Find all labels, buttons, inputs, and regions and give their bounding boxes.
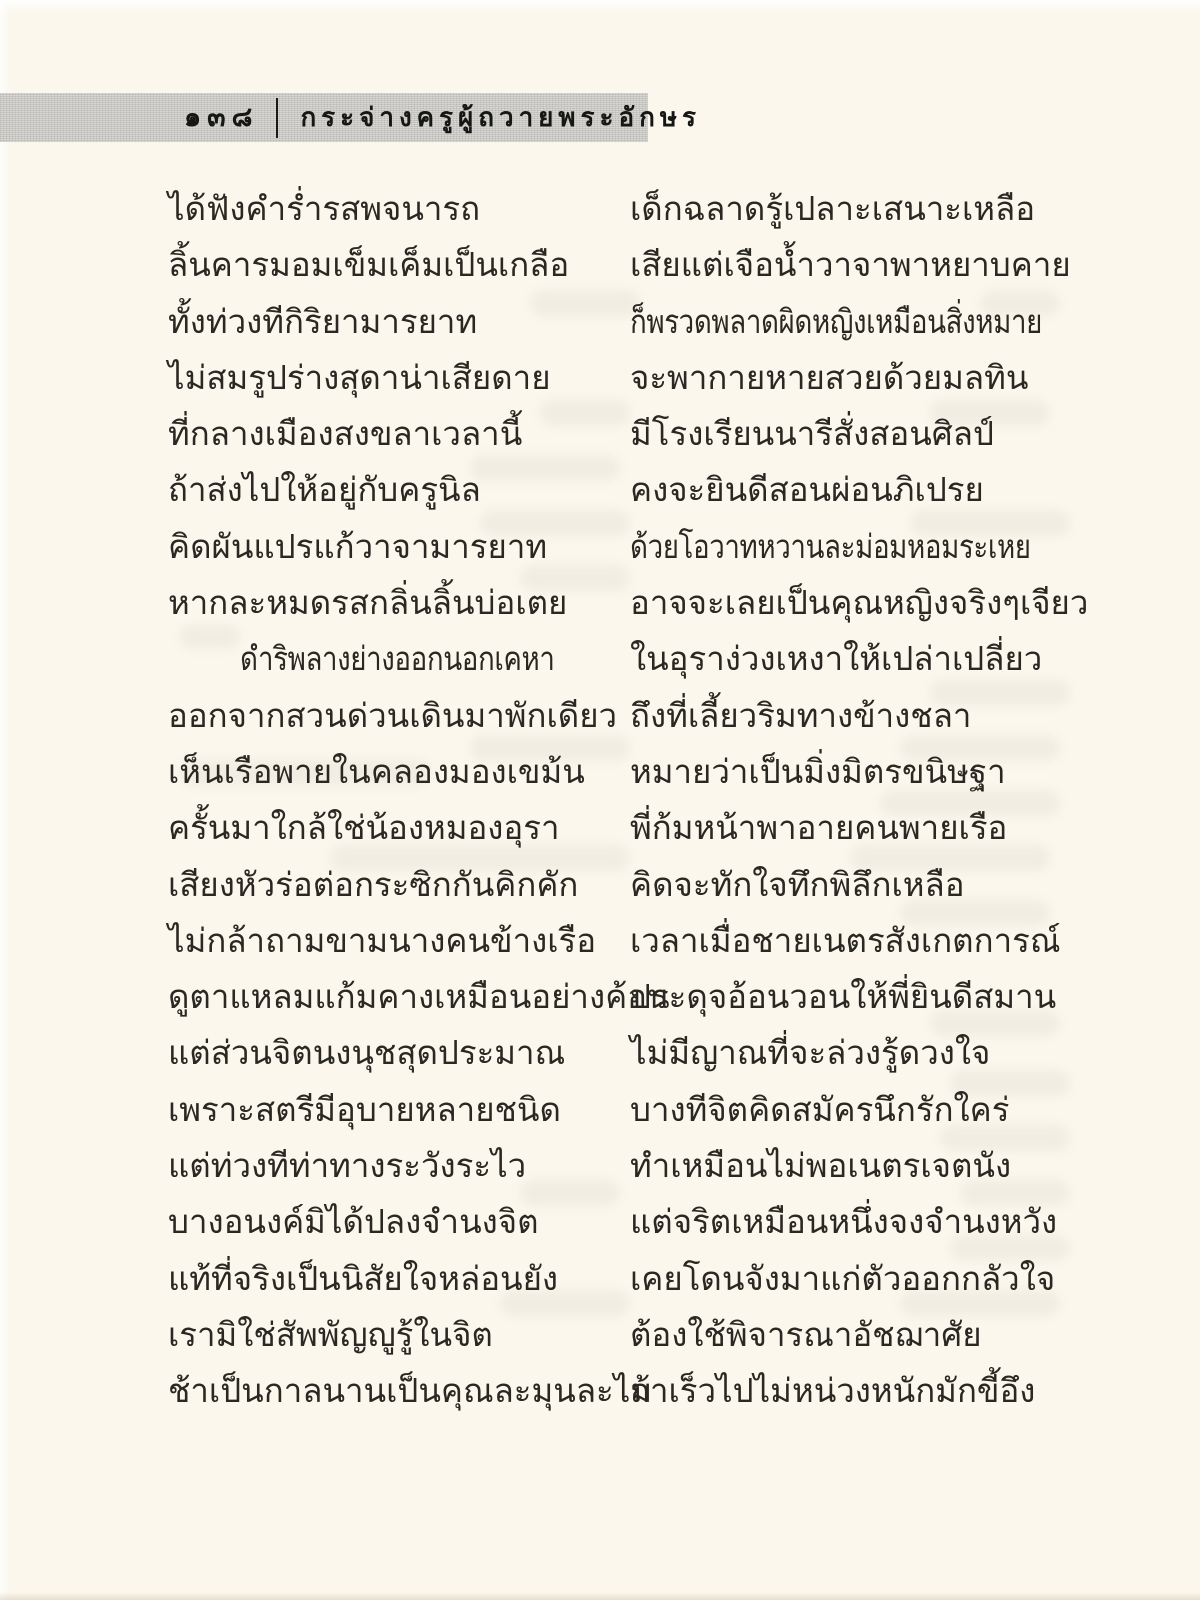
- poem-line-text: ทำเหมือนไม่พอเนตรเจตนัง: [630, 1146, 1012, 1186]
- poem-line-text: ก็พรวดพลาดผิดหญิงเหมือนสิ่งหมาย: [630, 301, 1042, 341]
- poem-line-text: หมายว่าเป็นมิ่งมิตรขนิษฐา: [630, 751, 1006, 791]
- poem-line-text: แต่ส่วนจิตนงนุชสุดประมาณ: [168, 1033, 566, 1073]
- poem-line: [168, 1082, 643, 1138]
- poem-line: [630, 969, 1150, 1025]
- poem-line-text: ในอุราง่วงเหงาให้เปล่าเปลี่ยว: [630, 639, 1043, 679]
- poem-line-text: อาจจะเลยเป็นคุณหญิงจริงๆเจียว: [630, 583, 1089, 623]
- poem-line: [168, 969, 670, 1025]
- poem-line: [630, 1025, 1150, 1081]
- poem-line-text: แต่ท่วงทีท่าทางระวังระไว: [168, 1146, 527, 1186]
- poem-line: [630, 744, 1150, 800]
- poem-line: [630, 631, 1150, 687]
- poem-line: [630, 857, 1150, 913]
- poem-line: [168, 181, 643, 237]
- poem-line: [630, 181, 1150, 237]
- poem-line: [168, 1251, 643, 1307]
- poem-line: [630, 406, 1150, 462]
- poem-line: [630, 913, 1150, 969]
- poem-line: [168, 744, 643, 800]
- poem-line: [630, 688, 1150, 744]
- poem-line: [168, 1138, 643, 1194]
- poem-line-text: ถ้าเร็วไปไม่หน่วงหนักมักขี้อึง: [630, 1371, 1036, 1411]
- poem-line: [168, 1363, 653, 1419]
- poem-line: [630, 1082, 1150, 1138]
- scan-edge-left: [0, 0, 10, 1600]
- page-number: ๑๓๘: [184, 102, 259, 133]
- poem-line-text: ถ้าส่งไปให้อยู่กับครูนิล: [168, 470, 481, 510]
- poem-line: [168, 1194, 643, 1250]
- poem-line-text: แต่จริตเหมือนหนึ่งจงจำนงหวัง: [630, 1202, 1058, 1242]
- poem-line-text: แท้ที่จริงเป็นนิสัยใจหล่อนยัง: [168, 1258, 559, 1298]
- poem-line: [630, 1307, 1150, 1363]
- poem-line: [168, 575, 643, 631]
- poem-line-text: จะพากายหายสวยด้วยมลทิน: [630, 357, 1029, 397]
- poem-line: [168, 800, 643, 856]
- poem-line: [168, 519, 643, 575]
- poem-line: [168, 913, 643, 969]
- poem-line-text: เสียแต่เจือน้ำวาจาพาหยาบคาย: [630, 245, 1071, 285]
- scan-edge-bottom: [0, 1592, 1200, 1600]
- poem-line-text: เสียงหัวร่อต่อกระซิกกันคิกคัก: [168, 864, 579, 904]
- poem-line: [168, 237, 643, 293]
- poem-line: [630, 800, 1150, 856]
- poem-line-text: ทั้งท่วงทีกิริยามารยาท: [168, 301, 478, 341]
- poem-line-text: ด้วยโอวาทหวานละม่อมหอมระเหย: [630, 526, 1031, 566]
- poem-line-text: หากละหมดรสกลิ่นลิ้นบ่อเตย: [168, 583, 568, 623]
- scan-edge-top: [0, 0, 1200, 14]
- poem-line-text: บางทีจิตคิดสมัครนึกรักใคร่: [630, 1089, 1010, 1129]
- poem-line: [630, 350, 1150, 406]
- poem-line-text: ไม่สมรูปร่างสุดาน่าเสียดาย: [168, 357, 551, 397]
- poem-line-text: ดูตาแหลมแก้มคางเหมือนอย่างค้อน: [168, 977, 670, 1017]
- poem-line-text: เคยโดนจังมาแก่ตัวออกกลัวใจ: [630, 1258, 1056, 1298]
- poem-line-text: เวลาเมื่อชายเนตรสังเกตการณ์: [630, 920, 1061, 960]
- poem-right-column: [630, 181, 1150, 1420]
- poem-line-text: ประดุจอ้อนวอนให้พี่ยินดีสมาน: [630, 977, 1057, 1017]
- poem-line: [630, 1251, 1150, 1307]
- poem-line-text: ช้าเป็นกาลนานเป็นคุณละมุนละไม: [168, 1371, 653, 1411]
- poem-line-text: คงจะยินดีสอนผ่อนภิเปรย: [630, 470, 984, 510]
- poem-line: [168, 350, 643, 406]
- poem-line-text: ออกจากสวนด่วนเดินมาพักเดียว: [168, 695, 618, 735]
- poem-line: [168, 631, 643, 687]
- poem-line-text: บางอนงค์มิได้ปลงจำนงจิต: [168, 1202, 539, 1242]
- poem-line: [630, 237, 1150, 293]
- poem-line: [168, 294, 643, 350]
- header-bar: [0, 93, 701, 142]
- poem-line: [168, 688, 643, 744]
- poem-line: [168, 1307, 643, 1363]
- poem-line: [630, 1363, 1150, 1419]
- poem-line: [630, 1194, 1150, 1250]
- poem-line-text: ต้องใช้พิจารณาอัชฌาศัย: [630, 1314, 982, 1354]
- poem-line: [168, 857, 643, 913]
- poem-line-text: พี่ก้มหน้าพาอายคนพายเรือ: [630, 808, 1008, 848]
- poem-line: [630, 294, 1150, 350]
- poem-line-text: คิดจะทักใจทึกพิลึกเหลือ: [630, 864, 965, 904]
- page-title: กระจ่างครูผู้ถวายพระอักษร: [300, 102, 701, 133]
- poem-line-text: เด็กฉลาดรู้เปลาะเสนาะเหลือ: [630, 189, 1036, 228]
- poem-line: [630, 519, 1150, 575]
- poem-line: [630, 575, 1150, 631]
- poem-line-text: ไม่กล้าถามขามนางคนข้างเรือ: [168, 920, 597, 960]
- poem-line: [168, 462, 643, 518]
- poem-line-text: เห็นเรือพายในคลองมองเขม้น: [168, 751, 585, 791]
- poem-line-text: เรามิใช่สัพพัญญูรู้ในจิต: [168, 1314, 493, 1354]
- poem-line-text: มีโรงเรียนนารีสั่งสอนศิลป์: [630, 414, 994, 454]
- poem-line-text: เพราะสตรีมีอุบายหลายชนิด: [168, 1089, 561, 1129]
- poem-line-text: ลิ้นคารมอมเข็มเค็มเป็นเกลือ: [168, 245, 570, 285]
- poem-line-text: ได้ฟังคำร่ำรสพจนารถ: [168, 189, 481, 228]
- header-divider: [276, 98, 278, 138]
- poem-line-text: ถึงที่เลี้ยวริมทางข้างชลา: [630, 695, 972, 735]
- poem-line: [630, 462, 1150, 518]
- poem-line-text: ที่กลางเมืองสงขลาเวลานี้: [168, 414, 523, 454]
- poem-line-text: คิดผันแปรแก้วาจามารยาท: [168, 526, 548, 566]
- poem-line-text: ไม่มีญาณที่จะล่วงรู้ดวงใจ: [630, 1033, 991, 1073]
- poem-line: [168, 1025, 643, 1081]
- poem-line: [630, 1138, 1150, 1194]
- poem-line: [168, 406, 643, 462]
- poem-left-column: [168, 181, 670, 1420]
- poem-line-text: ดำริพลางย่างออกนอกเคหา: [240, 639, 555, 679]
- poem-line-text: ครั้นมาใกล้ใช่น้องหมองอุรา: [168, 808, 560, 848]
